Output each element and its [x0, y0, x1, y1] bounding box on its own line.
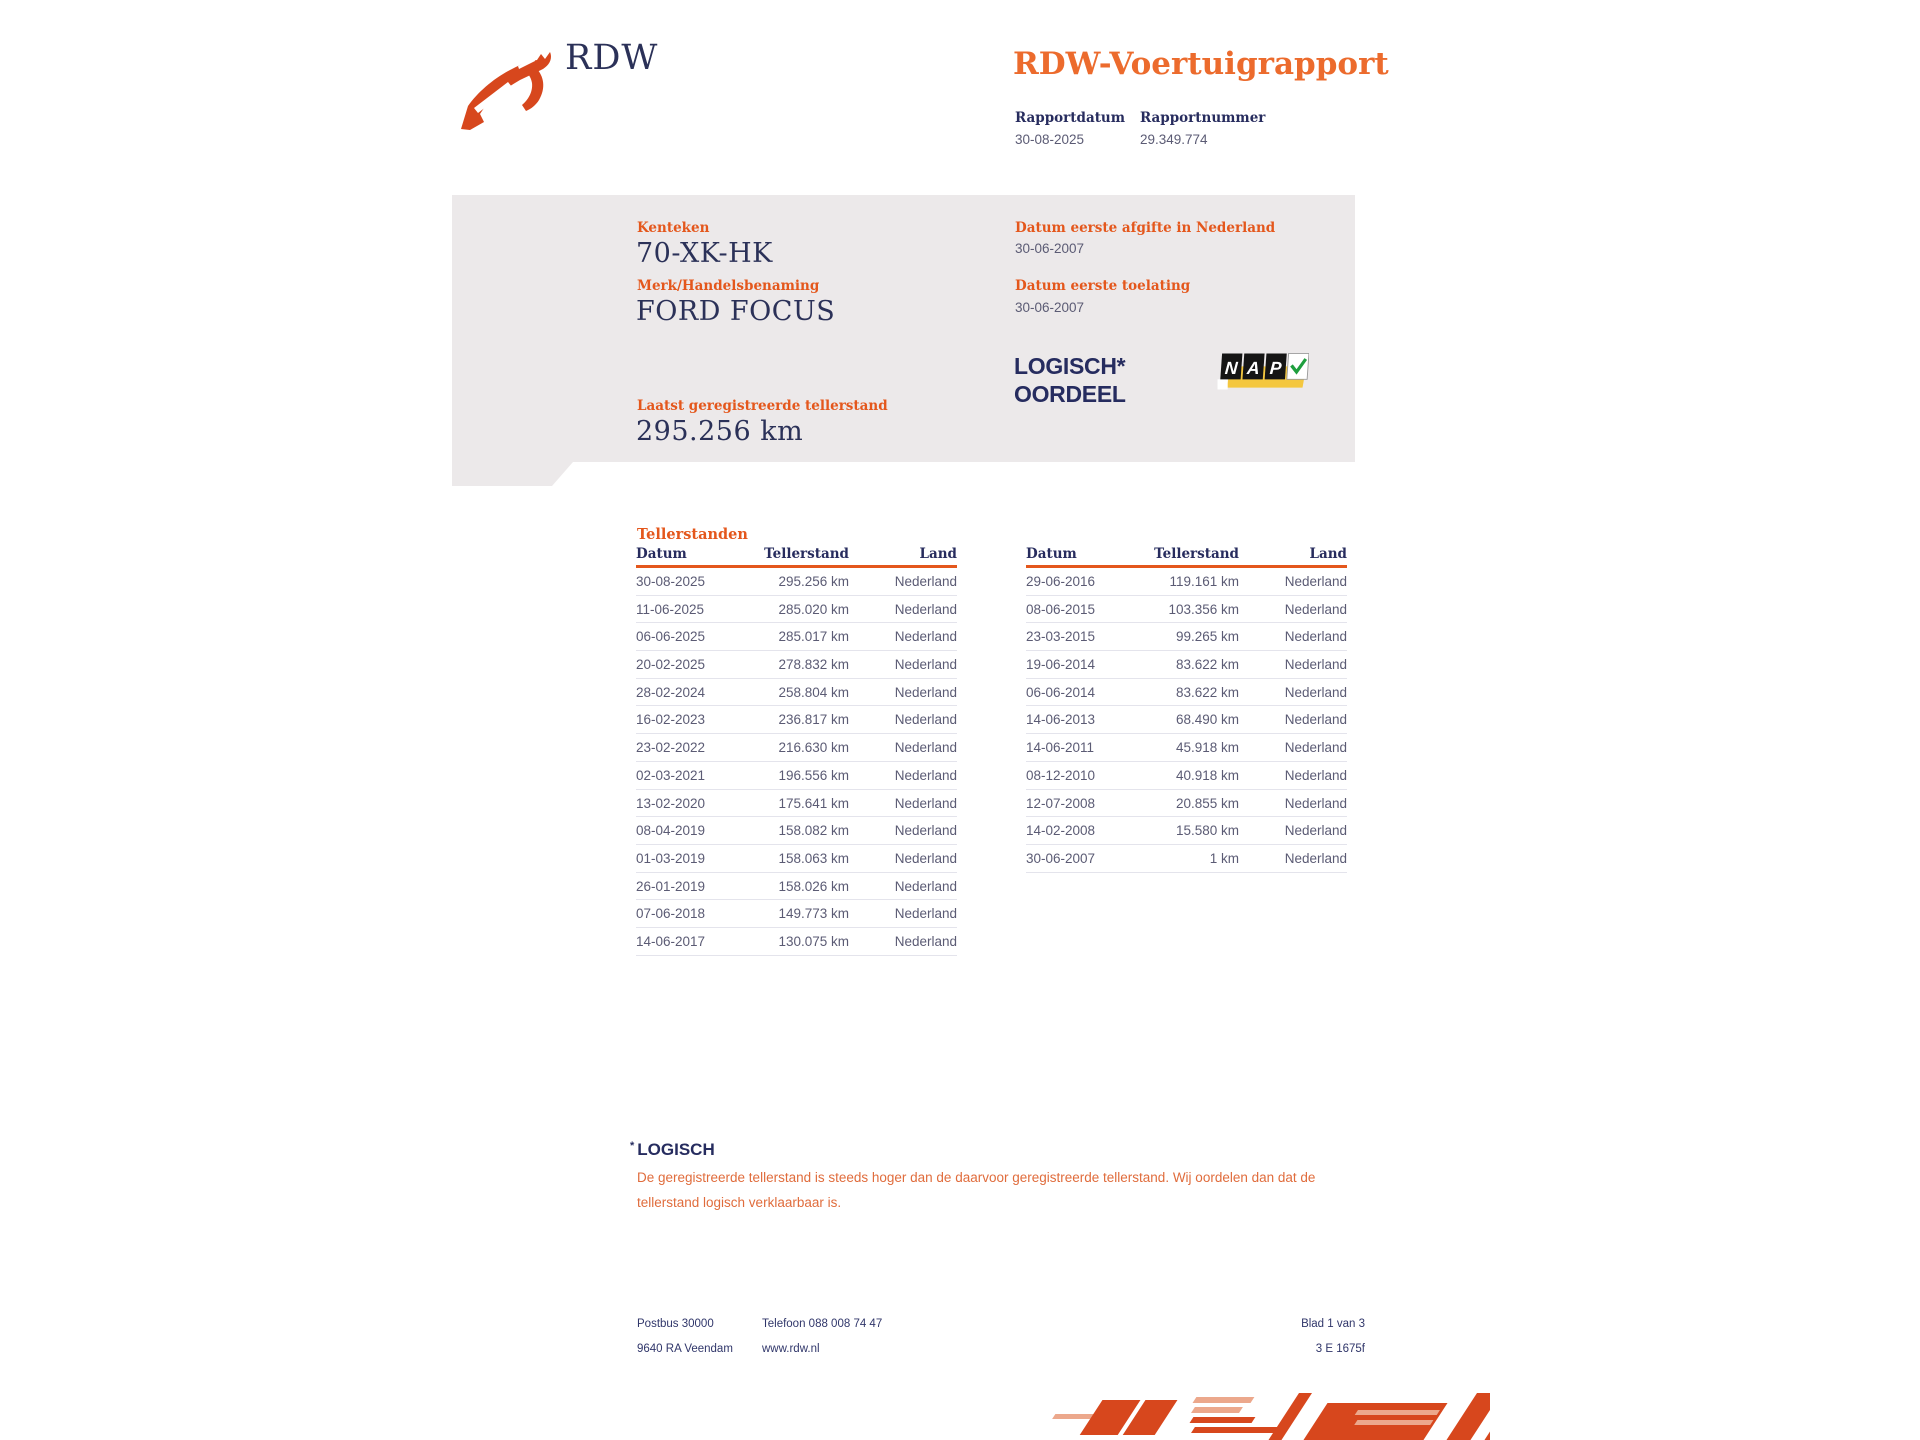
- nap-logo-icon: [1212, 351, 1309, 391]
- cell-tellerstand: 103.356 km: [1168, 601, 1239, 617]
- cell-land: Nederland: [894, 574, 957, 589]
- cell-tellerstand: 158.026 km: [778, 878, 849, 894]
- table-row: [636, 762, 957, 790]
- afgifte-value: 30-06-2007: [1015, 241, 1085, 256]
- cell-datum: 06-06-2014: [1026, 684, 1096, 700]
- cell-land: Nederland: [894, 657, 957, 673]
- kenteken-value: 70-XK-HK: [636, 238, 773, 269]
- cell-datum: 14-02-2008: [1026, 823, 1096, 839]
- table-row: [636, 568, 957, 596]
- laatste-tellerstand-label: Laatst geregistreerde tellerstand: [637, 398, 888, 414]
- cell-land: Nederland: [894, 684, 957, 700]
- cell-tellerstand: 285.020 km: [778, 601, 849, 617]
- cell-tellerstand: 83.622 km: [1175, 684, 1239, 700]
- cell-land: Nederland: [894, 712, 957, 728]
- col-header-datum: Datum: [1026, 546, 1077, 562]
- cell-tellerstand: 1 km: [1209, 850, 1239, 866]
- verdict-text: [1014, 352, 1126, 408]
- cell-tellerstand: 20.855 km: [1175, 795, 1239, 811]
- footnote-heading-text: LOGISCH: [637, 1140, 715, 1159]
- table-row: [1026, 679, 1347, 707]
- footnote-asterisk: *: [630, 1140, 635, 1152]
- cell-datum: 08-06-2015: [1026, 601, 1096, 617]
- cell-tellerstand: 68.490 km: [1175, 712, 1239, 728]
- col-header-land: Land: [919, 546, 957, 562]
- cell-land: Nederland: [1284, 657, 1347, 673]
- table-row: [636, 928, 957, 956]
- cell-land: Nederland: [894, 601, 957, 617]
- cell-datum: 02-03-2021: [636, 767, 706, 783]
- table-row: [1026, 651, 1347, 679]
- cell-tellerstand: 83.622 km: [1175, 657, 1239, 673]
- cell-land: Nederland: [1284, 684, 1347, 700]
- cell-datum: 28-02-2024: [636, 684, 706, 700]
- table-row: [636, 900, 957, 928]
- vehicle-summary-box: [452, 195, 1355, 486]
- cell-land: Nederland: [1284, 850, 1347, 866]
- report-number-value: 29.349.774: [1140, 132, 1208, 147]
- cell-tellerstand: 15.580 km: [1175, 823, 1239, 839]
- cell-land: Nederland: [894, 850, 957, 866]
- tellerstanden-table-left: [636, 545, 957, 956]
- cell-datum: 14-06-2013: [1026, 712, 1096, 728]
- table-header-row: [636, 545, 957, 568]
- cell-datum: 13-02-2020: [636, 795, 706, 811]
- table-row: [636, 817, 957, 845]
- rdw-speed-stripes-graphic: [1035, 1393, 1490, 1440]
- cell-land: Nederland: [894, 906, 957, 922]
- toelating-label: Datum eerste toelating: [1015, 278, 1191, 294]
- cell-tellerstand: 40.918 km: [1175, 767, 1239, 783]
- footer-website: www.rdw.nl: [762, 1343, 820, 1355]
- cell-land: Nederland: [894, 629, 957, 645]
- cell-tellerstand: 149.773 km: [778, 906, 849, 922]
- footer-page-number: Blad 1 van 3: [1301, 1318, 1365, 1330]
- tellerstanden-heading: Tellerstanden: [637, 526, 748, 543]
- cell-datum: 07-06-2018: [636, 906, 706, 922]
- table-header-row: [1026, 545, 1347, 568]
- cell-datum: 30-08-2025: [636, 574, 706, 589]
- table-row: [636, 734, 957, 762]
- footer-phone: Telefoon 088 008 74 47: [762, 1318, 883, 1330]
- cell-datum: 20-02-2025: [636, 657, 706, 673]
- cell-tellerstand: 285.017 km: [778, 629, 849, 645]
- cell-datum: 12-07-2008: [1026, 795, 1096, 811]
- table-row: [636, 679, 957, 707]
- cell-datum: 29-06-2016: [1026, 574, 1096, 589]
- report-number-label: Rapportnummer: [1140, 110, 1266, 126]
- cell-datum: 11-06-2025: [636, 601, 705, 617]
- tellerstanden-table-right: [1026, 545, 1347, 873]
- cell-tellerstand: 216.630 km: [778, 740, 849, 756]
- cell-tellerstand: 158.082 km: [778, 823, 849, 839]
- cell-tellerstand: 175.641 km: [778, 795, 849, 811]
- table-row: [1026, 817, 1347, 845]
- col-header-tellerstand: Tellerstand: [764, 546, 849, 562]
- cell-land: Nederland: [1284, 574, 1347, 589]
- verdict-line2: OORDEEL: [1014, 381, 1126, 407]
- footer-doc-code: 3 E 1675f: [1315, 1343, 1365, 1355]
- nap-letter-p: P: [1269, 357, 1283, 378]
- cell-land: Nederland: [894, 823, 957, 839]
- merk-value: FORD FOCUS: [636, 296, 836, 327]
- cell-land: Nederland: [894, 795, 957, 811]
- table-row: [1026, 845, 1347, 873]
- cell-datum: 08-12-2010: [1026, 767, 1096, 783]
- footer-address-line1: Postbus 30000: [637, 1318, 714, 1330]
- cell-tellerstand: 130.075 km: [778, 933, 849, 949]
- cell-datum: 01-03-2019: [636, 850, 706, 866]
- cell-datum: 08-04-2019: [636, 823, 706, 839]
- table-row: [636, 873, 957, 901]
- nap-letter-a: A: [1246, 357, 1261, 378]
- cell-datum: 14-06-2017: [636, 933, 706, 949]
- table-row: [1026, 762, 1347, 790]
- table-body: [1026, 568, 1347, 873]
- cell-land: Nederland: [1284, 823, 1347, 839]
- report-date-label: Rapportdatum: [1015, 110, 1126, 126]
- rdw-logo-text: RDW: [565, 38, 659, 78]
- cell-tellerstand: 119.161 km: [1169, 574, 1239, 589]
- table-row: [636, 651, 957, 679]
- table-row: [1026, 790, 1347, 818]
- col-header-land: Land: [1309, 546, 1347, 562]
- cell-datum: 16-02-2023: [636, 712, 706, 728]
- cell-land: Nederland: [1284, 795, 1347, 811]
- table-row: [636, 790, 957, 818]
- report-date-value: 30-08-2025: [1015, 132, 1085, 147]
- table-row: [636, 596, 957, 624]
- table-row: [1026, 706, 1347, 734]
- cell-tellerstand: 158.063 km: [778, 850, 849, 866]
- table-row: [1026, 596, 1347, 624]
- cell-land: Nederland: [894, 740, 957, 756]
- cell-land: Nederland: [1284, 740, 1347, 756]
- cell-tellerstand: 278.832 km: [778, 657, 849, 673]
- cell-tellerstand: 295.256 km: [778, 574, 849, 589]
- table-body: [636, 568, 957, 956]
- cell-land: Nederland: [1284, 767, 1347, 783]
- col-header-datum: Datum: [636, 546, 687, 562]
- cell-datum: 23-03-2015: [1026, 629, 1096, 645]
- logisch-footnote-text: De geregistreerde tellerstand is steeds hoger dan de daarvoor geregistreerde tellerstand. Wij oordelen dan dat de tellerstand logisch verklaarbaar is.: [637, 1170, 1316, 1210]
- table-row: [1026, 734, 1347, 762]
- rdw-feather-logo-icon: [458, 42, 562, 134]
- cell-tellerstand: 236.817 km: [778, 712, 849, 728]
- laatste-tellerstand-value: 295.256 km: [636, 416, 804, 447]
- toelating-value: 30-06-2007: [1015, 300, 1085, 315]
- logisch-footnote-heading: [630, 1140, 715, 1160]
- table-row: [636, 845, 957, 873]
- cell-land: Nederland: [894, 933, 957, 949]
- cell-datum: 19-06-2014: [1026, 657, 1096, 673]
- cell-land: Nederland: [1284, 601, 1347, 617]
- cell-land: Nederland: [1284, 629, 1347, 645]
- cell-datum: 14-06-2011: [1026, 740, 1095, 756]
- cell-land: Nederland: [1284, 712, 1347, 728]
- verdict-line1: LOGISCH*: [1014, 353, 1126, 379]
- cell-datum: 23-02-2022: [636, 740, 706, 756]
- cell-land: Nederland: [894, 767, 957, 783]
- table-row: [636, 706, 957, 734]
- cell-tellerstand: 258.804 km: [778, 684, 849, 700]
- cell-tellerstand: 196.556 km: [778, 767, 849, 783]
- cell-datum: 06-06-2025: [636, 629, 706, 645]
- footer-address-line2: 9640 RA Veendam: [637, 1343, 733, 1355]
- page-title: RDW-Voertuigrapport: [1013, 46, 1389, 82]
- table-row: [1026, 623, 1347, 651]
- cell-tellerstand: 45.918 km: [1175, 740, 1239, 756]
- cell-datum: 26-01-2019: [636, 878, 706, 894]
- cell-datum: 30-06-2007: [1026, 850, 1096, 866]
- cell-tellerstand: 99.265 km: [1175, 629, 1239, 645]
- afgifte-label: Datum eerste afgifte in Nederland: [1015, 220, 1276, 236]
- cell-land: Nederland: [894, 878, 957, 894]
- table-row: [1026, 568, 1347, 596]
- nap-letter-n: N: [1224, 357, 1239, 378]
- kenteken-label: Kenteken: [637, 220, 710, 236]
- table-row: [636, 623, 957, 651]
- col-header-tellerstand: Tellerstand: [1154, 546, 1239, 562]
- merk-label: Merk/Handelsbenaming: [637, 278, 820, 294]
